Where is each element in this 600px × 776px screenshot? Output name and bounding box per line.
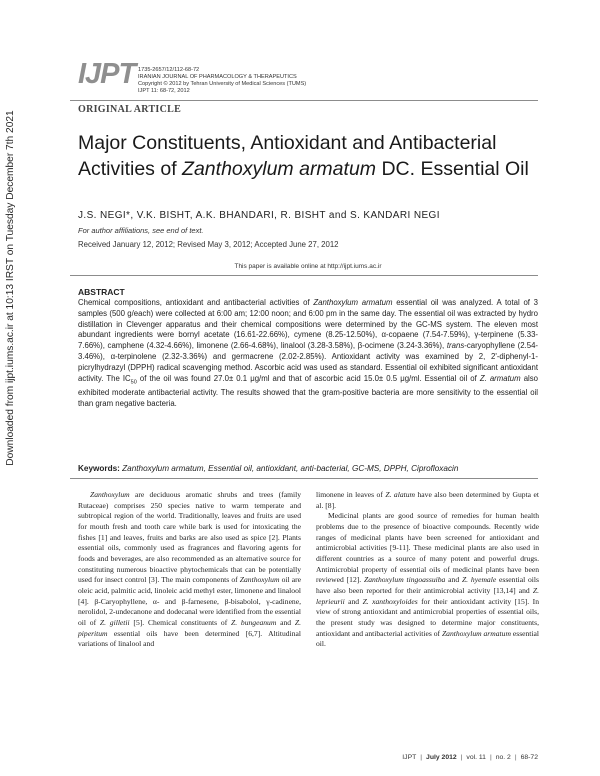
journal-meta	[138, 67, 306, 95]
abstract-divider-bottom	[70, 478, 538, 479]
citation: IJPT 11: 68-72, 2012	[138, 88, 190, 94]
download-watermark: Downloaded from ijpt.iums.ac.ir at 10:13 IRST on Tuesday December 7th 2021	[5, 110, 16, 466]
intro-paragraph-1: Zanthoxylum are deciduous aromatic shrubs and trees (family Rutaceae) comprises 250 species native to warm temperate and subtropical region of the world. Traditionally, leaves and fruits are used for mouth fresh and tooth care while bark is used for intoxicating the fishes [1] and leaves, fruits and barks are also used as spice [2]. Plants essential oils, commonly used as fragrances and flavoring agents for foods and beverages, are also recommended as an alternative source for constituting numerous bioactive phytochemicals that can be potentially used for insect control [3]. The main components of Zanthoxylum oil are oleic acid, palmitic acid, linoleic acid methyl ester, limonene and linalool [4]. β-Caryophyllene, α- and β-farnesene, β-bisabolol, γ-cadinene, nerolidol, 2-undecanone and dodecanal were identified from the essential oil of Z. gilletii [5]. Chemical constituents of Z. bungeanum and Z. piperitum essential oils have been determined [6,7]. Altitudinal variations of linalool and	[78, 490, 301, 649]
footer-volume: vol. 11	[466, 754, 486, 761]
article-type: ORIGINAL ARTICLE	[78, 104, 182, 115]
intro-paragraph-2: Medicinal plants are good source of remedies for human health problems due to the presence of bioactive compounds. Recently wide ranges of medicinal plants have been screened for antioxidant and antimicrobial activities [9-11]. These medicinal plants are also used in different countries as a source of many potent and powerful drugs. Antimicrobial property of essential oils of medicinal plants have been reviewed [12]. Zanthoxylum tingoassuiba and Z. hyemale essential oils have also been reported for their antimicrobial activity [13,14] and Z. leprieurii and Z. xanthoxyloides for their antioxidant activity [15]. In view of strong antioxidant and antimicrobial properties of essential oils, the present study was designed to determine major constituents, antioxidant and antibacterial activities of Zanthoxylum armatum essential oil.	[316, 511, 540, 649]
journal-logo: IJPT	[78, 58, 136, 90]
body-column-right	[316, 490, 539, 650]
availability-note: This paper is available online at http://ijpt.iums.ac.ir	[234, 263, 382, 270]
issn: 1735-2657/12/112-68-72	[138, 67, 200, 73]
received-dates: Received January 12, 2012; Revised May 3, 2012; Accepted June 27, 2012	[78, 240, 339, 249]
abstract-text: Chemical compositions, antioxidant and antibacterial activities of Zanthoxylum armatum essential oil was analyzed. A total of 3 samples (500 g/each) were collected at 6:00 am; 12:00 noon; and 6:00 pm in the same day. The essential oil was extracted by hydro distillation in Clevenger apparatus and their chemical compositions were determined by the GC-MS system. The eleven most abundant ingredients were bornyl acetate (16.61-22.66%), cymene (8.25-12.50%), α-copaene (7.54-7.59%), γ-terpinene (5.33-7.66%), camphene (4.32-4.66%), limonene (2.66-4.68%), linalool (3.28-3.58%), β-ocimene (3.24-3.36%), trans-caryophyllene (2.54-3.46%), α-terpinolene (2.32-3.36%) and germacrene (2.02-2.85%). Antioxidant activity was examined by 2, 2'-diphenyl-1-picrylhydrazyl (DPPH) radical scavenging method. Ascorbic acid was used as standard. Essential oil exhibited significant antioxidant activity. The $IC_{50}$ of the oil was found 27.0± 0.1 μg/ml and that of ascorbic acid 15.0± 0.5 μg/ml. Essential oil of Z. armatum also exhibited moderate antibacterial activity. The results showed that the gram-positive bacteria are more sensitivity to the essential oil than gram negative bacteria.	[78, 298, 539, 408]
intro-paragraph-1-cont: limonene in leaves of Z. alatum have also been determined by Gupta et al. [8].	[316, 490, 539, 510]
abstract-divider-top	[70, 275, 538, 276]
page-footer: IJPT | July 2012 | vol. 11 | no. 2 | 68-72	[402, 754, 538, 761]
footer-issue: July 2012	[426, 754, 457, 761]
body-column-left	[78, 490, 301, 650]
footer-pages: 68-72	[520, 754, 538, 761]
footer-number: no. 2	[495, 754, 511, 761]
footer-journal: IJPT	[402, 754, 417, 761]
keywords: Keywords: Zanthoxylum armatum, Essential oil, antioxidant, anti-bacterial, GC-MS, DPPH, Ciprofloxacin	[78, 464, 459, 473]
journal-name: IRANIAN JOURNAL OF PHARMACOLOGY & THERAPEUTICS	[138, 74, 297, 80]
paper-title: Major Constituents, Antioxidant and Antibacterial Activities of Zanthoxylum armatum DC. Essential Oil	[78, 132, 529, 180]
affiliation-note: For author affiliations, see end of text.	[78, 226, 204, 235]
author-list: J.S. NEGI*, V.K. BISHT, A.K. BHANDARI, R. BISHT and S. KANDARI NEGI	[78, 210, 440, 221]
abstract-heading: ABSTRACT	[78, 287, 125, 297]
header-divider	[70, 100, 538, 101]
copyright: Copyright © 2012 by Tehran University of Medical Sciences (TUMS)	[138, 81, 307, 87]
